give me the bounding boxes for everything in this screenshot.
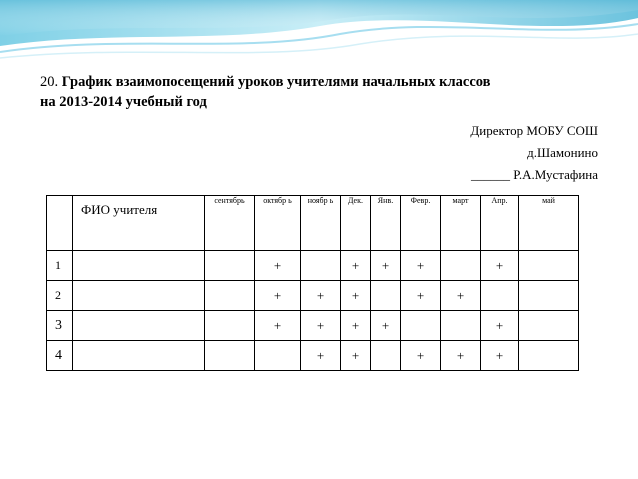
table-row [47, 311, 579, 341]
row-number: 1 [47, 251, 73, 281]
cell-september [205, 251, 255, 281]
cell-september [205, 341, 255, 371]
cell-april [481, 281, 519, 311]
title-line-1: График взаимопосещений уроков учителями начальных классов [61, 74, 491, 90]
cell-february [401, 311, 441, 341]
cell-january [371, 281, 401, 311]
cell-march [441, 311, 481, 341]
row-number: 2 [47, 281, 73, 311]
cell-december: + [341, 341, 371, 371]
cell-november: + [301, 341, 341, 371]
row-number: 4 [47, 341, 73, 371]
header-january: Янв. [371, 196, 401, 251]
header-number [47, 196, 73, 251]
teacher-name-cell [73, 281, 205, 311]
teacher-name-cell [73, 341, 205, 371]
cell-march: + [441, 341, 481, 371]
cell-january: + [371, 311, 401, 341]
header-november: ноябр ь [301, 196, 341, 251]
teacher-name-cell [73, 311, 205, 341]
cell-october [255, 341, 301, 371]
cell-september [205, 311, 255, 341]
cell-december: + [341, 281, 371, 311]
header-october: октябр ь [255, 196, 301, 251]
cell-may [519, 311, 579, 341]
cell-april: + [481, 341, 519, 371]
cell-september [205, 281, 255, 311]
cell-may [519, 251, 579, 281]
visit-schedule-table [46, 195, 579, 371]
header-february: Февр. [401, 196, 441, 251]
table-row [47, 281, 579, 311]
title-number: 20. [40, 74, 59, 90]
cell-october: + [255, 251, 301, 281]
cell-may [519, 341, 579, 371]
table-header-row [47, 196, 579, 251]
header-fio: ФИО учителя [73, 196, 205, 251]
approval-signature: ______ Р.А.Мустафина [471, 167, 598, 182]
header-march: март [441, 196, 481, 251]
cell-may [519, 281, 579, 311]
cell-april: + [481, 311, 519, 341]
cell-december: + [341, 251, 371, 281]
header-april: Апр. [481, 196, 519, 251]
header-may: май [519, 196, 579, 251]
approval-location: д.Шамонино [527, 145, 598, 160]
title-line-2: на 2013-2014 учебный год [40, 94, 207, 110]
cell-december: + [341, 311, 371, 341]
approval-director: Директор МОБУ СОШ [470, 123, 598, 138]
table-row [47, 251, 579, 281]
cell-january: + [371, 251, 401, 281]
cell-february: + [401, 281, 441, 311]
header-december: Дек. [341, 196, 371, 251]
cell-january [371, 341, 401, 371]
decorative-wave-header [0, 0, 638, 80]
cell-february: + [401, 341, 441, 371]
document-title [40, 72, 620, 112]
cell-february: + [401, 251, 441, 281]
teacher-name-cell [73, 251, 205, 281]
table-row [47, 341, 579, 371]
cell-october: + [255, 311, 301, 341]
row-number: 3 [47, 311, 73, 341]
cell-november [301, 251, 341, 281]
cell-march: + [441, 281, 481, 311]
approval-block [470, 120, 598, 186]
header-september: сентябрь [205, 196, 255, 251]
cell-november: + [301, 311, 341, 341]
cell-november: + [301, 281, 341, 311]
cell-october: + [255, 281, 301, 311]
cell-march [441, 251, 481, 281]
cell-april: + [481, 251, 519, 281]
